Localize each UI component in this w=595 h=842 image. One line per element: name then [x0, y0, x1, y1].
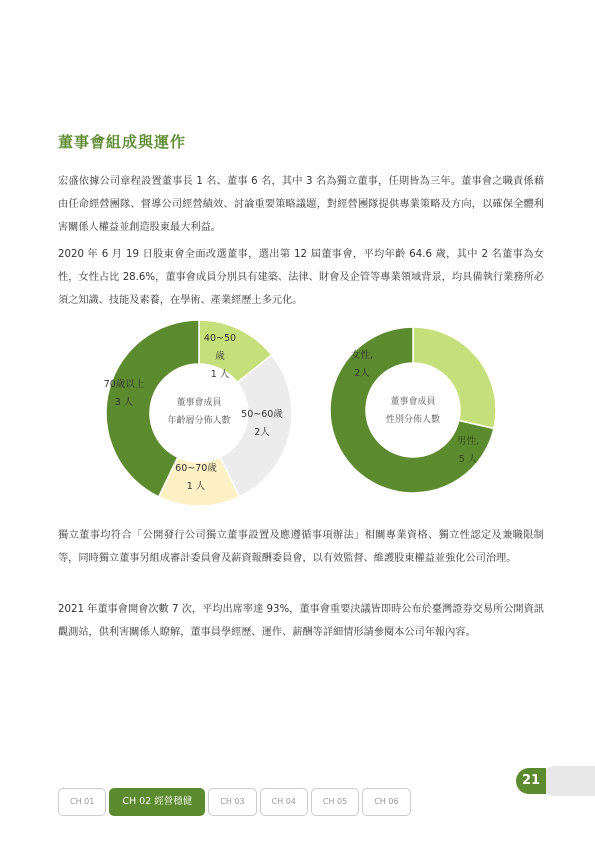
- age-chart-title-line2: 年齡層分佈人數: [167, 416, 231, 426]
- section-heading: 董事會組成與運作: [58, 133, 187, 151]
- paragraph-board-structure: 宏盛依據公司章程設置董事長 1 名、董事 6 名，其中 3 名為獨立董事，任期皆為三年。董事會之職責係藉由任命經營團隊、督導公司經營績效、討論重要策略議題，對經營團隊提供專業策略及方向，以確保全體利害關係人權益並創造股東最大利益。: [58, 176, 544, 233]
- nav-tab-ch02[interactable]: CH 02 經營穩健: [109, 788, 205, 816]
- gender-label-male: [448, 433, 488, 469]
- chapter-nav: [58, 788, 414, 816]
- gender-chart-title: [363, 393, 463, 429]
- nav-tab-ch06[interactable]: CH 06: [362, 788, 410, 816]
- age-label-50-60: [236, 406, 288, 442]
- gender-chart-title-line1: 董事會成員: [390, 397, 436, 407]
- age-label-40-50: [200, 330, 240, 384]
- gender-cat-male: 男性,: [456, 436, 480, 447]
- age-val-60-70: 1 人: [186, 481, 206, 492]
- age-donut-chart: [104, 318, 294, 508]
- age-label-60-70: [170, 460, 222, 496]
- age-chart-title: [149, 394, 249, 430]
- paragraph-independent-directors: 獨立董事均符合「公開發行公司獨立董事設置及應遵循事項辦法」相關專業資格、獨立性認定及兼職限制等，同時獨立董事另組成審計委員會及薪資報酬委員會，以有效監督、維護股東權益並強化公司治理。: [58, 530, 544, 564]
- gender-chart-title-line2: 性別分佈人數: [385, 415, 440, 425]
- paragraph-meetings: 2021 年董事會開會次數 7 次，平均出席率達 93%，董事會重要決議皆即時公布於臺灣證券交易所公開資訊觀測站，供利害關係人瞭解，董事員學經歷、運作、薪酬等詳細情形請參閱本公司年報內容。: [58, 604, 544, 638]
- gender-cat-female: 女性,: [350, 350, 374, 361]
- age-chart-title-line1: 董事會成員: [176, 398, 222, 408]
- nav-tab-ch05[interactable]: CH 05: [311, 788, 359, 816]
- age-cat-50-60: 50~60歲: [241, 409, 283, 420]
- nav-tab-ch01[interactable]: CH 01: [58, 788, 106, 816]
- age-cat-60-70: 60~70歲: [175, 463, 217, 474]
- page-number: 21: [516, 768, 546, 794]
- age-cat-70-plus: 70歲以上: [103, 379, 145, 390]
- paragraph-board-election: 2020 年 6 月 19 日股東會全面改選董事，選出第 12 屆董事會，平均年齡 64.6 歲，其中 2 名董事為女性，女性占比 28.6%，董事會成員分別具有建築、法律、財會及企管等專業領域背景，均具備執行業務所必須之知識、技能及素養，在學術、產業經歷上多元化。: [58, 249, 544, 306]
- age-val-70-plus: 3 人: [114, 397, 134, 408]
- age-cat-40-50: 40~50歲: [203, 333, 237, 362]
- gender-val-female: 2人: [354, 368, 370, 379]
- gender-val-male: 5 人: [458, 454, 478, 465]
- nav-tab-ch04[interactable]: CH 04: [260, 788, 308, 816]
- age-val-40-50: 1 人: [210, 369, 230, 380]
- gender-donut-chart: [328, 325, 498, 495]
- age-val-50-60: 2人: [254, 427, 270, 438]
- page-number-tab: [540, 766, 595, 796]
- nav-tab-ch03[interactable]: CH 03: [208, 788, 256, 816]
- gender-label-female: [342, 347, 382, 383]
- age-label-70-plus: [98, 376, 150, 412]
